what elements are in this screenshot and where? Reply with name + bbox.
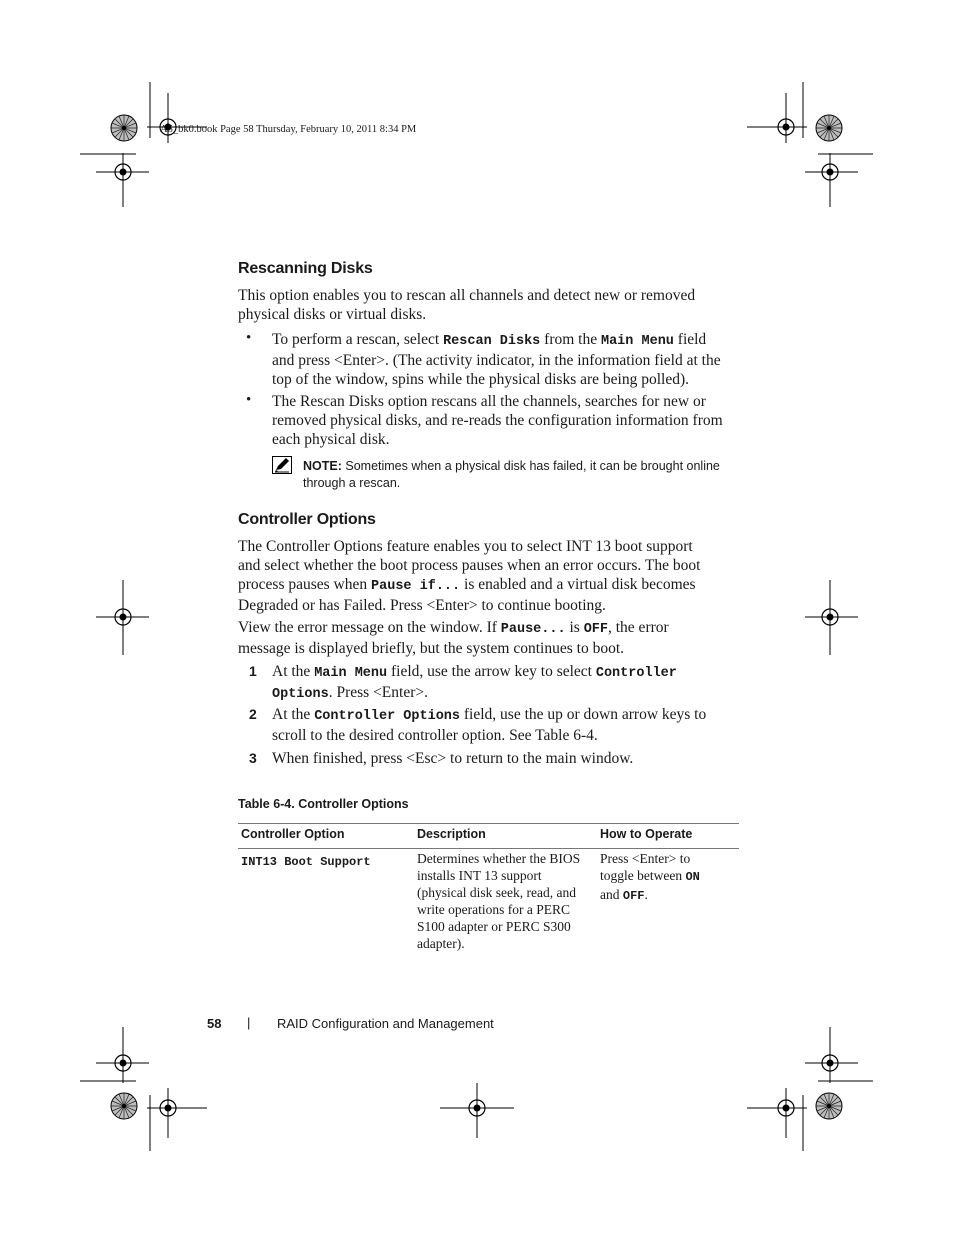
page-number: 58 (207, 1016, 222, 1031)
code-main-menu: Main Menu (314, 666, 388, 681)
step-line: When finished, press <Esc> to return to the main window. (272, 750, 634, 767)
operate-line: and OFF. (600, 887, 648, 903)
bullet-line: top of the window, spins while the physical disks are being polled). (272, 371, 689, 388)
bullet: • (246, 392, 252, 408)
description-line: adapter). (417, 936, 465, 951)
paragraph-line: process pauses when Pause if... is enabled and a virtual disk becomes (238, 576, 696, 594)
table-header-description: Description (417, 827, 486, 841)
operate-line: Press <Enter> to (600, 851, 691, 866)
paragraph-line: and select whether the boot process pauses when an error occurs. The boot (238, 557, 701, 574)
bold-controller-options: Controller Options (265, 538, 383, 555)
code-on: ON (685, 870, 700, 884)
rescan-intro (238, 286, 695, 324)
print-slug: A5_bk0.book Page 58 Thursday, February 10, 2011 8:34 PM (160, 124, 417, 135)
table-rule-top (238, 823, 739, 824)
description-line: installs INT 13 support (417, 868, 542, 883)
code-options: Options (272, 687, 329, 702)
table-cell-option (241, 852, 371, 871)
rescan-intro-line: physical disks or virtual disks. (238, 306, 427, 323)
step-number: 3 (249, 750, 257, 766)
code-off: OFF (622, 889, 645, 903)
section-title-controller-options: Controller Options (238, 511, 376, 528)
step-1 (272, 662, 677, 704)
table-rule-header (238, 848, 739, 849)
bullet-line: each physical disk. (272, 431, 390, 448)
code-pause: Pause... (500, 622, 566, 637)
table-caption: Table 6-4. Controller Options (238, 797, 409, 811)
note-line: NOTE: Sometimes when a physical disk has failed, it can be brought online (303, 459, 720, 473)
paragraph-line: The Controller Options feature enables you to select INT 13 boot support (238, 538, 693, 555)
description-line: (physical disk seek, read, and (417, 885, 576, 900)
step-line: Options. Press <Enter>. (272, 684, 428, 702)
code-rescan-disks: Rescan Disks (443, 334, 541, 349)
note-line: through a rescan. (303, 476, 401, 490)
description-line: S100 adapter or PERC S300 (417, 919, 571, 934)
bullet: • (246, 330, 252, 346)
code-int13-boot-support: INT13 Boot Support (241, 855, 371, 869)
step-line: At the Controller Options field, use the up or down arrow keys to (272, 706, 707, 724)
bold-degraded: Degraded (238, 597, 299, 614)
step-line: scroll to the desired controller option. See Table 6-4. (272, 727, 598, 744)
table-cell-description (417, 850, 580, 952)
controller-options-paragraph-2 (238, 618, 669, 658)
bold-failed: Failed (343, 597, 383, 614)
description-line: Determines whether the BIOS (417, 851, 581, 866)
table-header-controller-option: Controller Option (241, 827, 345, 841)
bullet-line: The Rescan Disks option rescans all the channels, searches for new or (272, 393, 706, 410)
description-line: write operations for a PERC (417, 902, 570, 917)
code-main-menu: Main Menu (600, 334, 674, 349)
note-label: NOTE: (303, 459, 342, 473)
paragraph-line: View the error message on the window. If Pause... is OFF, the error (238, 619, 669, 637)
step-number: 1 (249, 663, 257, 679)
paragraph-line: Degraded or has Failed. Press <Enter> to continue booting. (238, 597, 606, 614)
rescan-bullet-1 (272, 330, 721, 389)
operate-line: toggle between ON (600, 868, 700, 884)
code-pause-if: Pause if... (371, 579, 461, 594)
step-3 (272, 749, 633, 768)
paragraph-line: message is displayed briefly, but the system continues to boot. (238, 640, 625, 657)
controller-options-paragraph-1 (238, 537, 700, 615)
rescan-bullet-2 (272, 392, 723, 449)
section-title-rescanning-disks: Rescanning Disks (238, 260, 373, 277)
table-header-how-to-operate: How to Operate (600, 827, 693, 841)
note-pencil-icon (272, 456, 292, 474)
step-line: At the Main Menu field, use the arrow key to select Controller (272, 663, 677, 681)
code-controller-options: Controller Options (314, 709, 461, 724)
rescan-intro-line: This option enables you to rescan all channels and detect new or removed (238, 287, 696, 304)
bullet-line: and press <Enter>. (The activity indicator, in the information field at the (272, 352, 721, 369)
table-cell-how-to-operate (600, 850, 700, 905)
step-number: 2 (249, 706, 257, 722)
footer-separator: | (247, 1015, 251, 1030)
footer-chapter-title: RAID Configuration and Management (277, 1016, 494, 1031)
bold-rescan-disks: Rescan Disks (299, 393, 384, 410)
code-controller: Controller (595, 666, 677, 681)
bullet-line: To perform a rescan, select Rescan Disks from the Main Menu field (272, 331, 707, 349)
step-2 (272, 705, 706, 745)
code-off: OFF (583, 622, 608, 637)
note (303, 458, 720, 492)
bullet-line: removed physical disks, and re-reads the configuration information from (272, 412, 723, 429)
